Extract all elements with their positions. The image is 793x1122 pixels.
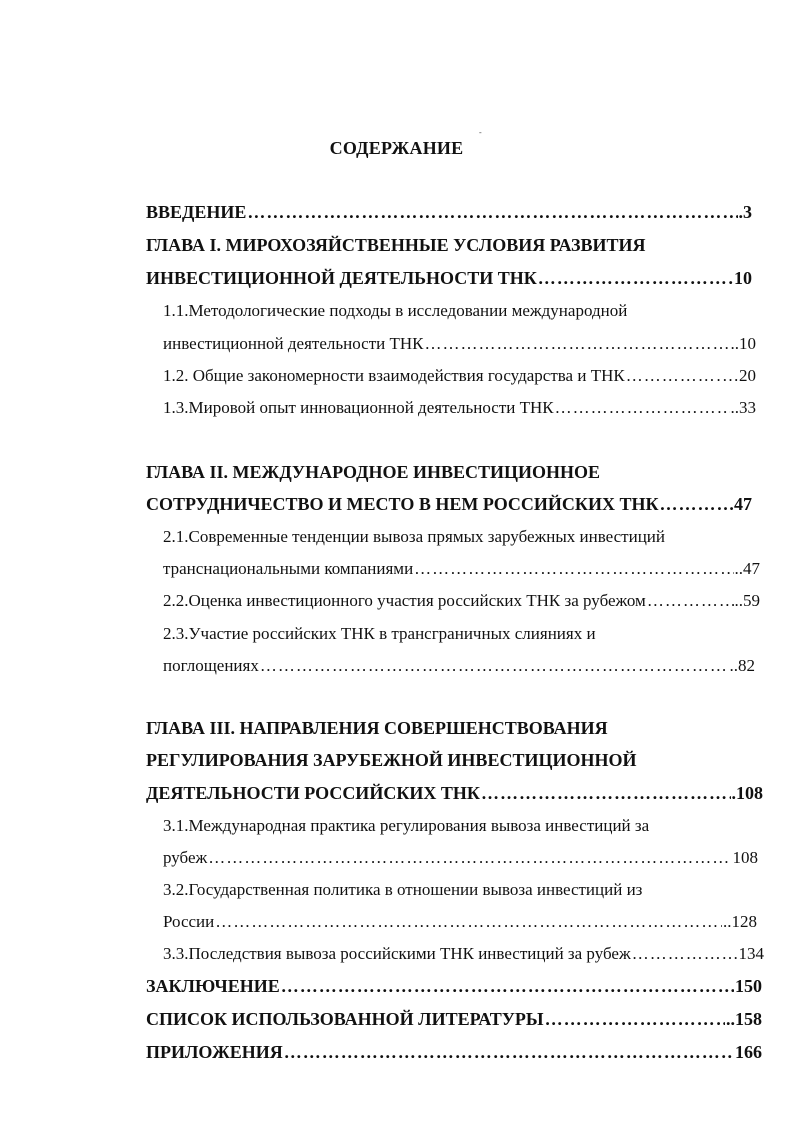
toc-leader-dots (481, 781, 731, 805)
toc-entry-page: 166 (735, 1042, 762, 1062)
toc-section-2-2 (163, 589, 760, 613)
toc-section-2-1-line1 (163, 525, 665, 549)
toc-entry-page: 108 (732, 848, 758, 867)
toc-entry-page: …134 (721, 944, 764, 963)
toc-leader-dots (414, 557, 733, 581)
toc-section-3-3 (163, 942, 764, 966)
toc-entry-text: транснациональными компаниями (163, 559, 414, 578)
page-title: СОДЕРЖАНИЕ (329, 138, 464, 158)
toc-entry-text: СОТРУДНИЧЕСТВО И МЕСТО В НЕМ РОССИЙСКИХ ТНК (146, 494, 659, 514)
toc-entry-page: 10 (734, 268, 752, 288)
toc-entry-appendices (146, 1040, 762, 1064)
toc-entry-text: 1.3.Мировой опыт инновационной деятельности ТНК (163, 398, 554, 417)
toc-section-2-1-line2 (163, 557, 760, 581)
toc-entry-text: РЕГУЛИРОВАНИЯ ЗАРУБЕЖНОЙ ИНВЕСТИЦИОННОЙ (146, 750, 637, 770)
toc-leader-dots (545, 1007, 725, 1031)
toc-section-2-3-line1 (163, 622, 596, 646)
toc-entry-text: ДЕЯТЕЛЬНОСТИ РОССИЙСКИХ ТНК (146, 783, 480, 803)
toc-entry-text: 3.1.Международная практика регулирования вывоза инвестиций за (163, 816, 650, 835)
toc-entry-page: …20 (722, 366, 756, 385)
toc-entry-text: 2.2.Оценка инвестиционного участия российских ТНК за рубежом (163, 591, 646, 610)
toc-section-1-1-line2 (163, 332, 756, 356)
toc-entry-text: 2.1.Современные тенденции вывоза прямых зарубежных инвестиций (163, 527, 666, 546)
toc-entry-text: 1.1.Методологические подходы в исследовании международной (163, 301, 628, 320)
toc-entry-text: ЗАКЛЮЧЕНИЕ (146, 976, 280, 996)
toc-entry-text: 3.2.Государственная политика в отношении вывоза инвестиций из (163, 880, 643, 899)
toc-entry-page: ..33 (730, 398, 756, 417)
toc-entry-page: ..47 (734, 559, 760, 578)
toc-chapter-3-heading-line3 (146, 781, 763, 805)
toc-leader-dots (247, 200, 737, 224)
toc-leader-dots (424, 332, 729, 356)
toc-section-1-1-line1 (163, 299, 627, 323)
toc-chapter-2-heading-line2 (146, 492, 752, 516)
toc-entry-page: ..59 (734, 591, 760, 610)
toc-entry-text: 3.3.Последствия вывоза российскими ТНК инвестиций за рубеж (163, 944, 631, 963)
toc-entry-text: СПИСОК ИСПОЛЬЗОВАННОЙ ЛИТЕРАТУРЫ (146, 1009, 544, 1029)
toc-section-3-2-line1 (163, 878, 642, 902)
toc-entry-page: 150 (735, 976, 762, 996)
toc-chapter-2-heading-line1 (146, 460, 600, 484)
toc-entry-text: ГЛАВА II. МЕЖДУНАРОДНОЕ ИНВЕСТИЦИОННОЕ (146, 462, 601, 482)
toc-entry-page: .3 (738, 202, 752, 222)
toc-entry-text: ГЛАВА III. НАПРАВЛЕНИЯ СОВЕРШЕНСТВОВАНИЯ (146, 718, 608, 738)
toc-leader-dots (632, 942, 721, 966)
toc-leader-dots (260, 654, 729, 678)
toc-entry-text: ПРИЛОЖЕНИЯ (146, 1042, 283, 1062)
toc-chapter-3-heading-line2 (146, 748, 636, 772)
toc-leader-dots (284, 1040, 734, 1064)
toc-leader-dots (647, 589, 734, 613)
toc-entry-page: ..158 (726, 1009, 762, 1029)
toc-section-1-2 (163, 364, 756, 388)
toc-entry-text: рубеж (163, 848, 208, 867)
toc-entry-text: России (163, 912, 215, 931)
toc-entry-text: ВВЕДЕНИЕ (146, 202, 247, 222)
toc-leader-dots (660, 492, 733, 516)
toc-leader-dots (215, 910, 722, 934)
toc-entry-text: поглощениях (163, 656, 259, 675)
toc-entry-conclusion (146, 974, 762, 998)
toc-entry-text: инвестиционной деятельности ТНК (163, 334, 424, 353)
toc-entry-text: 2.3.Участие российских ТНК в трансграничных слияниях и (163, 624, 596, 643)
toc-chapter-3-heading-line1 (146, 716, 608, 740)
toc-section-3-1-line2 (163, 846, 758, 870)
toc-section-2-3-line2 (163, 654, 755, 678)
toc-leader-dots (555, 396, 730, 420)
toc-leader-dots (626, 364, 721, 388)
toc-leader-dots (281, 974, 734, 998)
toc-entry-page: ..10 (730, 334, 756, 353)
toc-chapter-1-heading-line2 (146, 266, 752, 290)
toc-entry-page: ..82 (729, 656, 755, 675)
toc-entry-bibliography (146, 1007, 762, 1031)
toc-section-1-3 (163, 396, 756, 420)
scan-mark: - (479, 128, 482, 137)
toc-section-3-2-line2 (163, 910, 757, 934)
toc-entry-page: ..128 (723, 912, 757, 931)
toc-entry-introduction (146, 200, 752, 224)
toc-section-3-1-line1 (163, 814, 649, 838)
toc-leader-dots (208, 846, 731, 870)
toc-entry-text: ГЛАВА I. МИРОХОЗЯЙСТВЕННЫЕ УСЛОВИЯ РАЗВИТИЯ (146, 235, 646, 255)
toc-chapter-1-heading-line1 (146, 233, 646, 257)
toc-entry-page: 47 (734, 494, 752, 514)
toc-leader-dots (538, 266, 733, 290)
toc-entry-page: .108 (731, 783, 763, 803)
toc-entry-text: ИНВЕСТИЦИОННОЙ ДЕЯТЕЛЬНОСТИ ТНК (146, 268, 537, 288)
toc-entry-text: 1.2. Общие закономерности взаимодействия государства и ТНК (163, 366, 625, 385)
